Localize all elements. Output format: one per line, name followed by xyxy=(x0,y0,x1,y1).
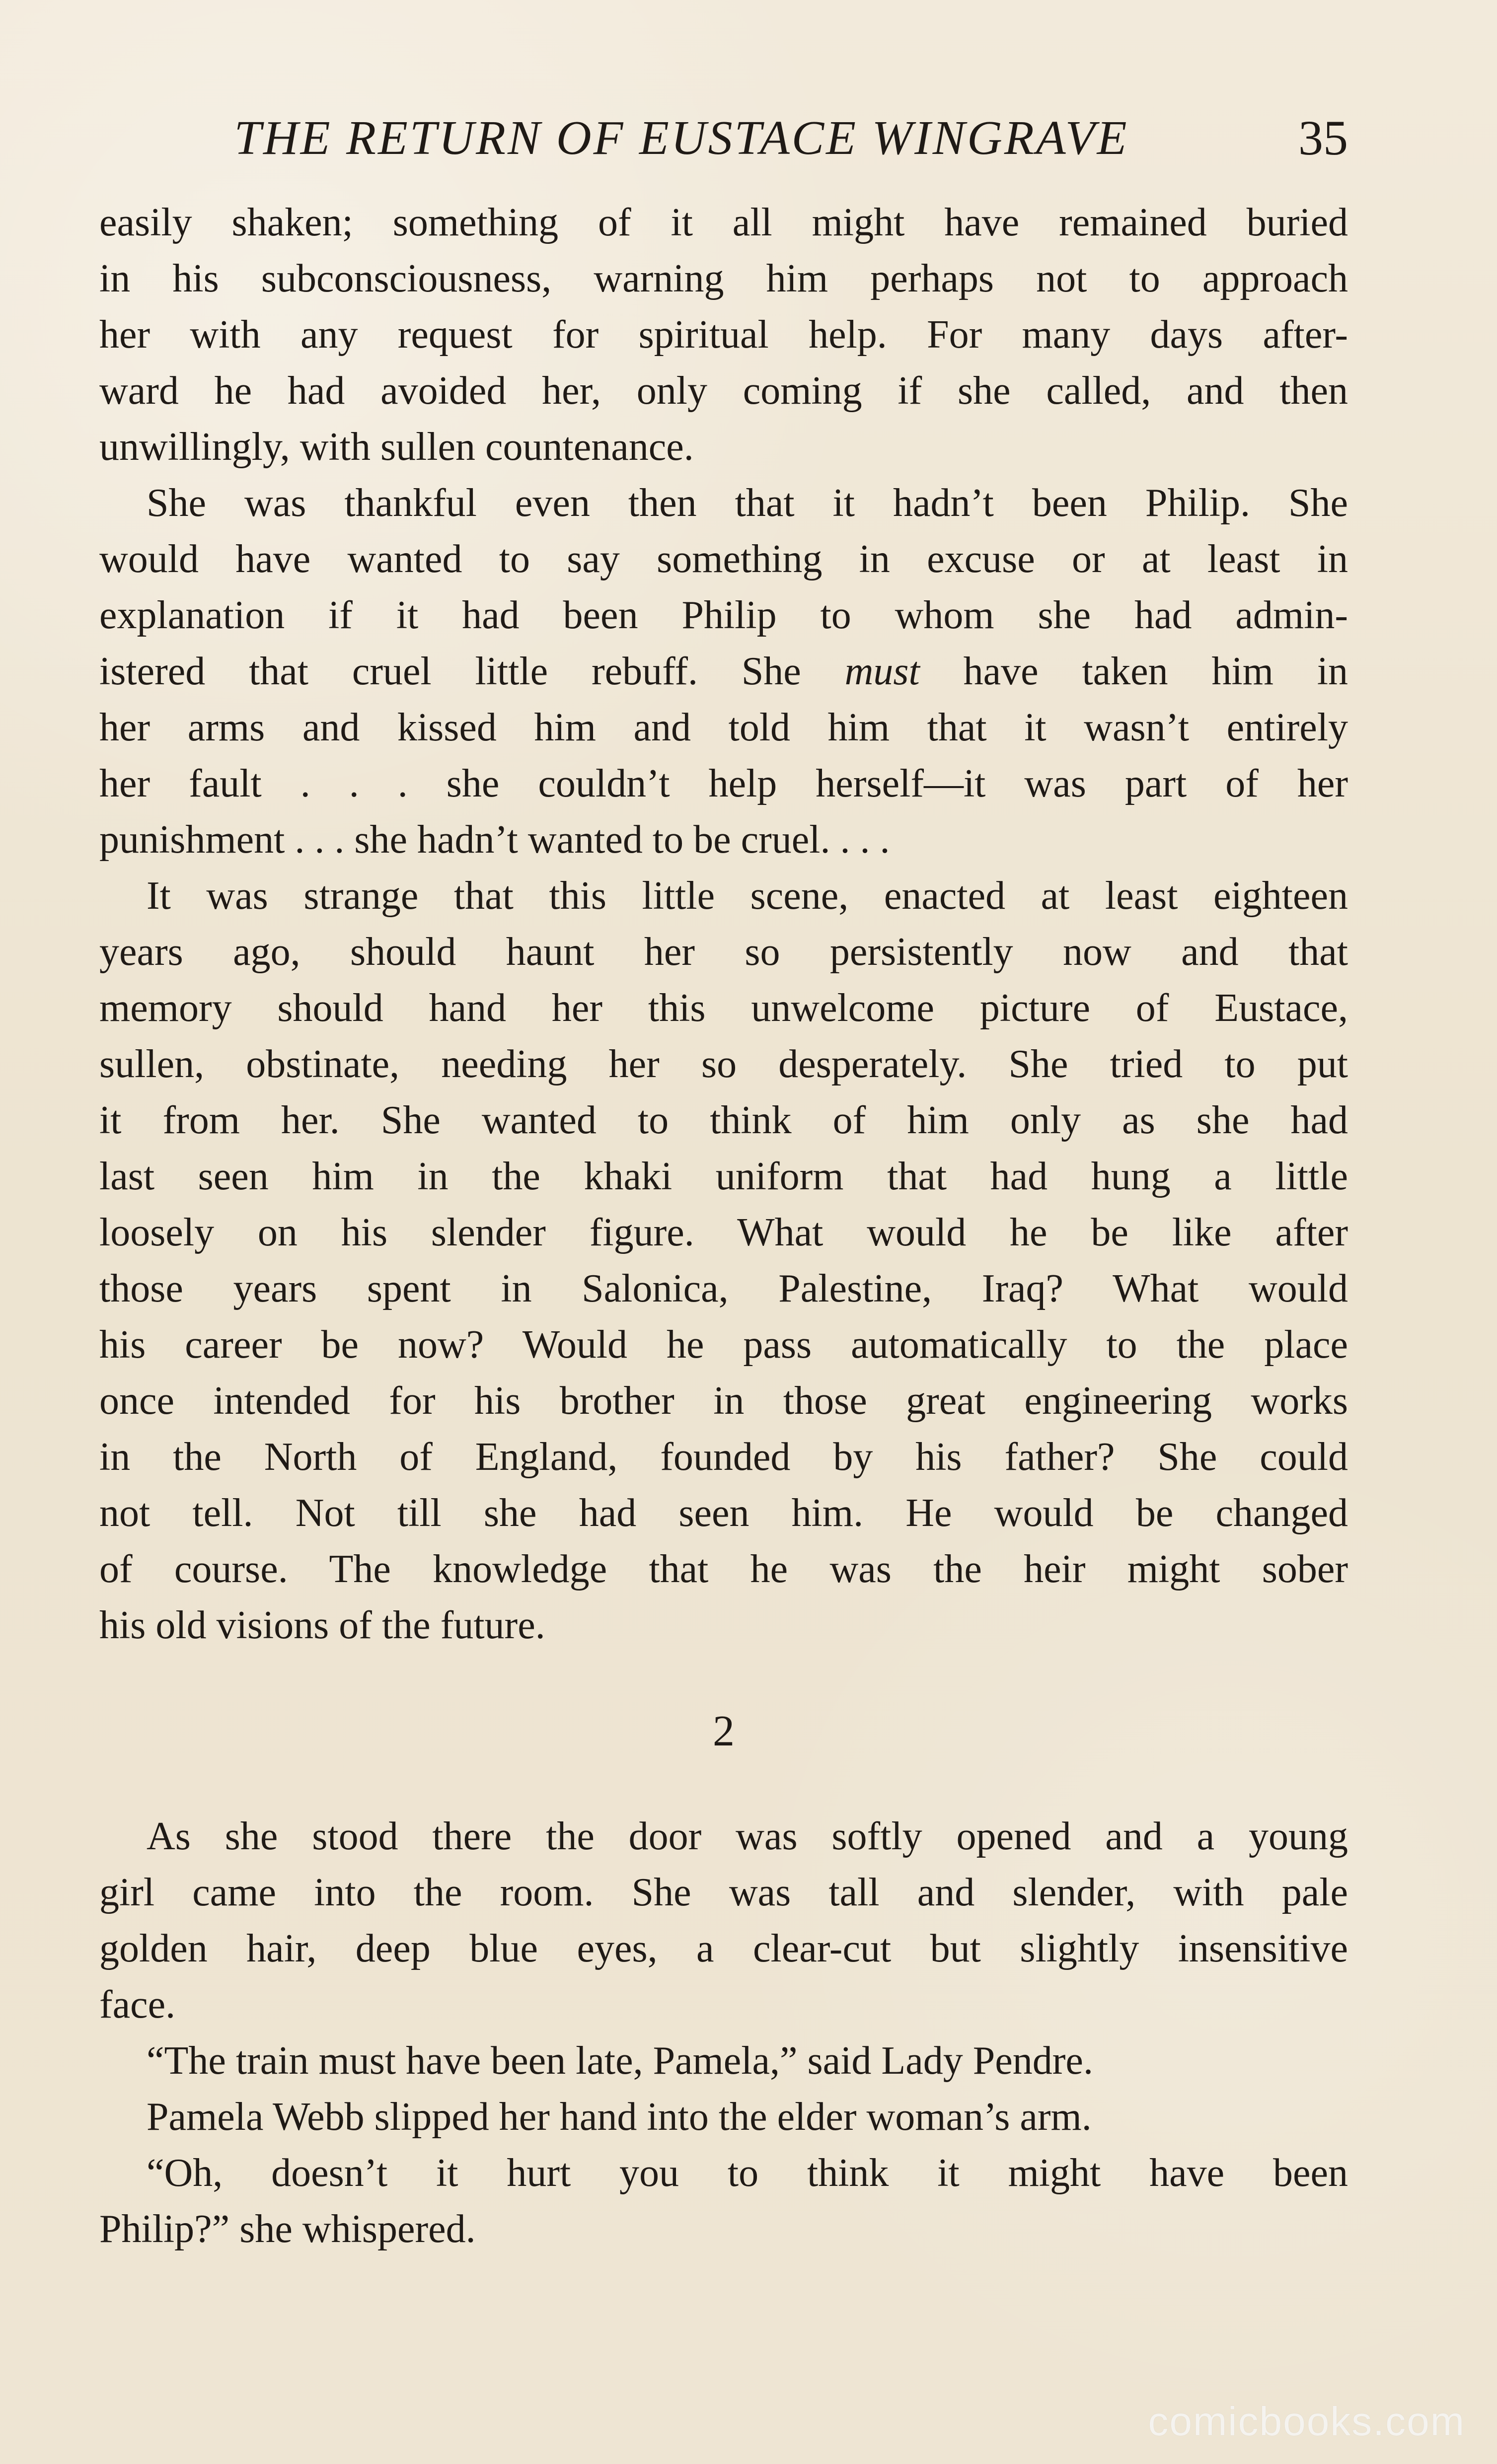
running-head: THE RETURN OF EUSTACE WINGRAVE xyxy=(234,111,1129,165)
paragraph-3-line-6: last seen him in the khaki uniform that had hung a little xyxy=(99,1155,1348,1198)
paragraph-2-line-1: She was thankful even then that it hadn’t been Philip. She xyxy=(147,481,1348,525)
paragraph-1-line-5: unwillingly, with sullen countenance. xyxy=(99,425,694,469)
paragraph-2-line-4 xyxy=(99,644,1348,700)
paragraph-3-line-14: his old visions of the future. xyxy=(99,1603,545,1647)
paragraph-1-line-4: ward he had avoided her, only coming if she called, and then xyxy=(99,369,1348,413)
paragraph-2-line-5: her arms and kissed him and told him that it wasn’t entirely xyxy=(99,706,1348,749)
paragraph-2-line-6: her fault . . . she couldn’t help herself—it was part of her xyxy=(99,762,1348,805)
paragraph-4-line-4: face. xyxy=(99,1983,176,2027)
page-header xyxy=(99,105,1348,175)
paragraph-4-line-2: girl came into the room. She was tall and slender, with pale xyxy=(99,1871,1348,1914)
paragraph-3-line-7: loosely on his slender figure. What would he be like after xyxy=(99,1211,1348,1254)
paragraph-3-line-1: It was strange that this little scene, enacted at least eighteen xyxy=(147,874,1348,918)
main-text xyxy=(99,195,1348,2257)
paragraph-7-line-1: “Oh, doesn’t it hurt you to think it might have been xyxy=(147,2151,1348,2195)
paragraph-7-line-2: Philip?” she whispered. xyxy=(99,2207,476,2251)
paragraph-2-line-4-start: istered that cruel little rebuff. She xyxy=(99,650,845,693)
paragraph-3-line-8: those years spent in Salonica, Palestine, Iraq? What would xyxy=(99,1267,1348,1310)
paragraph-3-line-5: it from her. She wanted to think of him only as she had xyxy=(99,1098,1348,1142)
paragraph-3-line-9: his career be now? Would he pass automatically to the place xyxy=(99,1323,1348,1367)
paragraph-2-line-3: explanation if it had been Philip to whom she had admin- xyxy=(99,593,1348,637)
paragraph-3-line-4: sullen, obstinate, needing her so desperately. She tried to put xyxy=(99,1042,1348,1086)
paragraph-3-line-3: memory should hand her this unwelcome picture of Eustace, xyxy=(99,986,1348,1030)
paragraph-2-line-2: would have wanted to say something in excuse or at least in xyxy=(99,537,1348,581)
paragraph-4-line-1: As she stood there the door was softly opened and a young xyxy=(147,1814,1348,1858)
paragraph-2-line-4-end: have taken him in xyxy=(919,650,1348,693)
paragraph-5-line-1: “The train must have been late, Pamela,” said Lady Pendre. xyxy=(147,2039,1093,2083)
paragraph-1-line-2: in his subconsciousness, warning him perhaps not to approach xyxy=(99,257,1348,300)
paragraph-6-line-1: Pamela Webb slipped her hand into the elder woman’s arm. xyxy=(147,2095,1092,2139)
paragraph-3-line-11: in the North of England, founded by his father? She could xyxy=(99,1435,1348,1479)
paragraph-1-line-3: her with any request for spiritual help. For many days after- xyxy=(99,313,1348,357)
section-number: 2 xyxy=(713,1707,735,1755)
emphasis-must: must xyxy=(844,650,920,693)
paragraph-3-line-2: years ago, should haunt her so persistently now and that xyxy=(99,930,1348,974)
paragraph-3-line-13: of course. The knowledge that he was the heir might sober xyxy=(99,1547,1348,1591)
paragraph-4-line-3: golden hair, deep blue eyes, a clear-cut but slightly insensitive xyxy=(99,1927,1348,1970)
paragraph-3-line-10: once intended for his brother in those great engineering works xyxy=(99,1379,1348,1423)
paragraph-2-line-7: punishment . . . she hadn’t wanted to be cruel. . . . xyxy=(99,818,890,862)
paragraph-1-line-1: easily shaken; something of it all might have remained buried xyxy=(99,201,1348,244)
page-number: 35 xyxy=(1298,110,1348,165)
watermark: comicbooks.com xyxy=(1148,2399,1465,2444)
paragraph-3-line-12: not tell. Not till she had seen him. He would be changed xyxy=(99,1491,1348,1535)
